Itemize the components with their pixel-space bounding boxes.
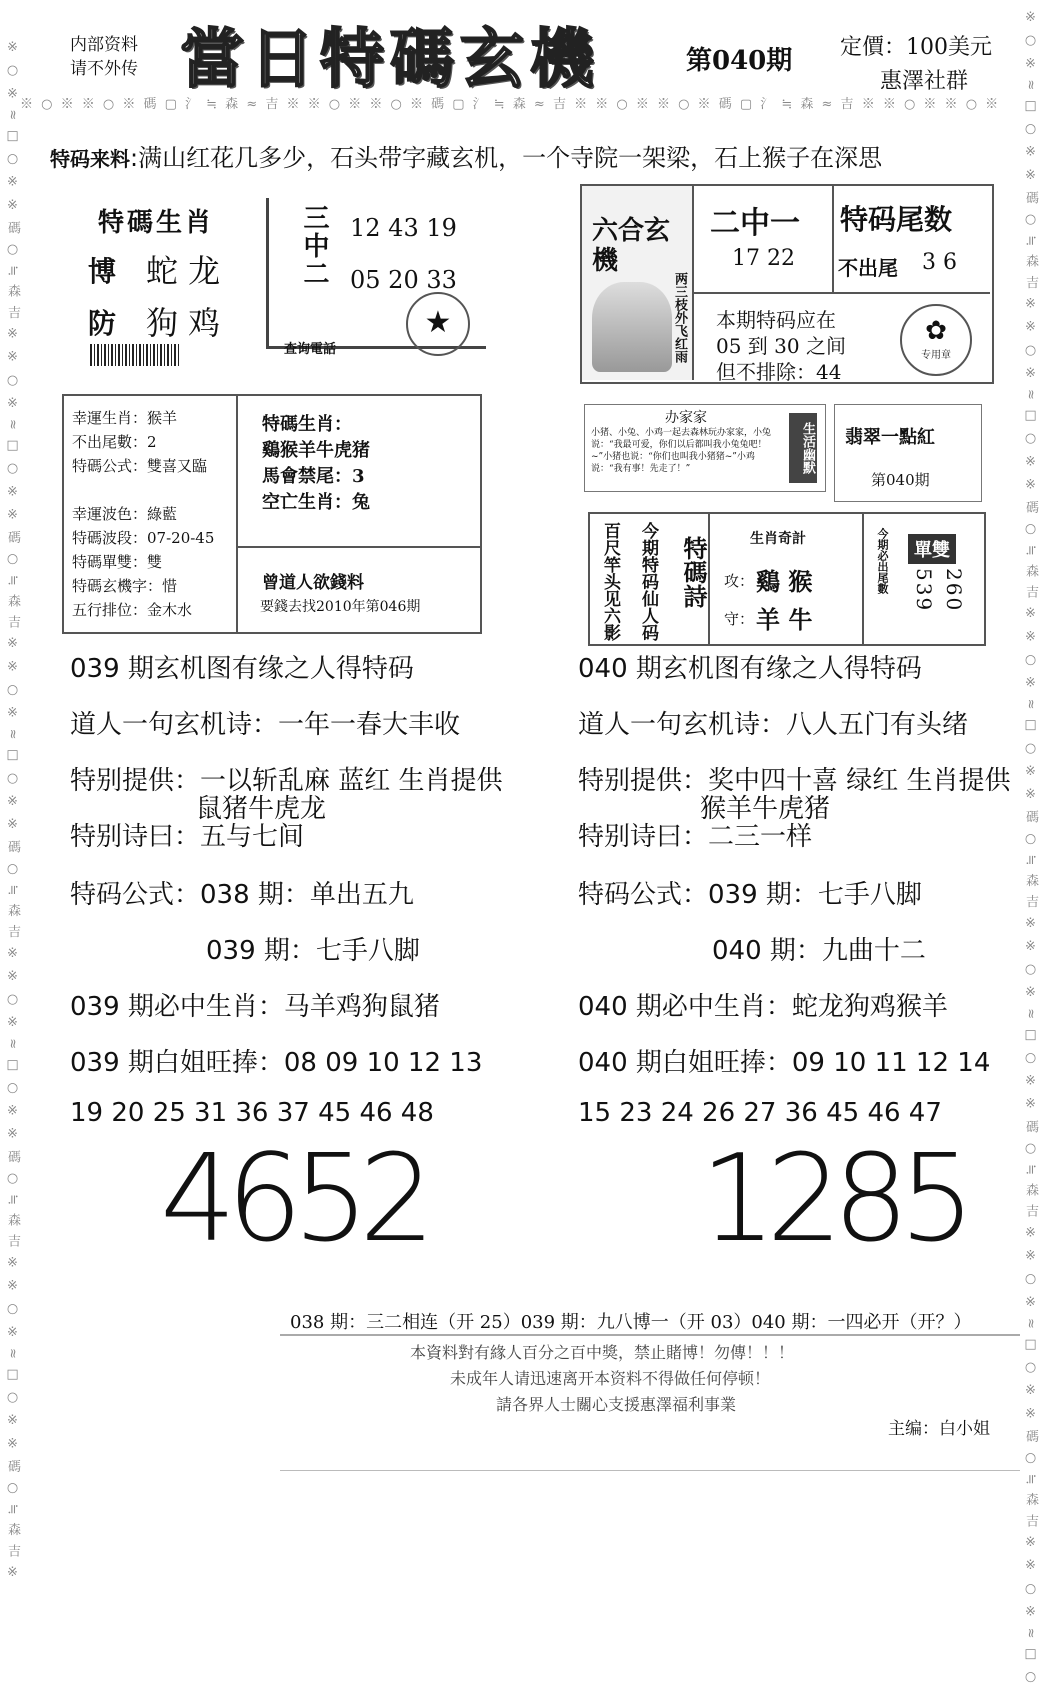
tail-label: 不出尾: [838, 256, 898, 280]
left-line-2: 道人一句玄机诗：一年一春大丰收: [70, 710, 461, 740]
divider-line: [708, 514, 710, 644]
defend-label: 守：: [724, 610, 755, 628]
intro-line: [50, 138, 882, 173]
poem-left: 百尺竿头见六影: [600, 522, 620, 641]
intro-label: 特码来料: [50, 147, 130, 171]
handwritten-numbers-left: 4652: [160, 1130, 426, 1269]
left-line-8: 039 期白姐旺捧：08 09 10 12 13: [70, 1048, 483, 1078]
two-in-one-label: 二中一: [710, 206, 800, 241]
figure-illustration: [592, 282, 672, 372]
divider-line: [832, 186, 834, 292]
special-zodiac-line3: 空亡生肖：兔: [262, 492, 370, 513]
right-line-9: 15 23 24 26 27 36 45 46 47: [578, 1098, 942, 1128]
zodiac-box: [88, 198, 488, 368]
header-note-2: 请不外传: [70, 59, 138, 79]
notice-line-2: 未成年人请迅速离开本资料不得做任何停顿！: [450, 1369, 771, 1388]
liuhe-logo: 六合玄機: [592, 216, 671, 276]
right-line-7: 040 期必中生肖：蛇龙狗鸡猴羊: [578, 992, 948, 1022]
poem-middle: 今期特码仙人码: [638, 522, 658, 641]
single-double-col2: 539: [912, 568, 936, 613]
office-joke-box: [584, 404, 826, 492]
seal-text: 专用章: [921, 350, 951, 361]
left-line-6: 039 期：七手八脚: [206, 936, 420, 966]
attack-label: 攻：: [724, 572, 755, 590]
intro-text: :满山红花几多少，石头带字藏玄机，一个寺院一架梁，石上猴子在深思: [130, 144, 883, 172]
price-label: 定價：100美元: [840, 35, 992, 60]
three-in-two-nums-2: 05 20 33: [350, 266, 457, 294]
special-zodiac-line1: 鷄猴羊牛虎猪: [262, 440, 370, 461]
left-line-7: 039 期必中生肖：马羊鸡狗鼠猪: [70, 992, 440, 1022]
jade-box: [834, 404, 982, 502]
special-zodiac-line2: 馬會禁尾：3: [262, 466, 365, 487]
range-line-3: 但不排除：44: [716, 360, 842, 384]
tail-nums: 3 6: [922, 250, 957, 275]
single-double-col1: 260: [942, 568, 966, 613]
info-line: 幸運波色：綠藍: [72, 505, 178, 523]
left-line-1: 039 期玄机图有缘之人得特码: [70, 654, 414, 684]
liuhe-panel: [580, 184, 994, 384]
special-zodiac-title: 特碼生肖：: [262, 414, 352, 435]
three-in-two-tag: 三中二: [299, 204, 329, 288]
three-in-two-nums-1: 12 43 19: [350, 214, 457, 242]
office-text: 小猪、小兔、小鸡一起去森林玩办家家，小兔说：“我最可爱，你们以后都叫我小兔兔吧！~”小猪也说：“你们也叫我小猪猪~”小鸡说：“我有事！先走了！”: [591, 428, 772, 474]
side-poem: 两三枝外飞红雨: [672, 272, 687, 363]
right-line-3b: 猴羊牛虎猪: [700, 794, 831, 824]
info-box: [62, 394, 482, 634]
notice-line-3: 請各界人士關心支援惠澤福利事業: [496, 1395, 737, 1414]
tail-title: 特码尾数: [840, 203, 953, 236]
zodiac-row2-value: 狗 鸡: [146, 304, 221, 342]
divider-line: [280, 1334, 1020, 1336]
star-stamp: ★: [406, 292, 470, 356]
right-line-8: 040 期白姐旺捧：09 10 11 12 14: [578, 1048, 991, 1078]
top-border-pattern: ※ ○ ※ ※ ○ ※ 碼 ▢ 氵 ≒ 森 ≈ 吉 ※ ※ ○ ※ ※ ○ ※ 碼 ▢ 氵 ≒ 森 ≈ 吉 ※ ※ ○ ※ ※ ○ ※ 碼 ▢ 氵 ≒ 森 ≈ 吉 ※ ※ ○ ※ ※ ○ ※: [20, 97, 1001, 112]
info-line: 特碼玄機字：惜: [72, 577, 178, 595]
info-line: 特碼單雙：雙: [72, 553, 163, 571]
notice-line-1: 本資料對有緣人百分之百中獎，禁止賭博！勿傳！！！: [410, 1343, 795, 1362]
left-line-9: 19 20 25 31 36 37 45 46 48: [70, 1098, 434, 1128]
info-line: 幸運生肖：猴羊: [72, 409, 178, 427]
zodiac-row1-label: 博: [88, 255, 117, 288]
editor-label: 主编：白小姐: [888, 1419, 990, 1439]
divider-line: [238, 546, 480, 548]
tail-side-label: 今期必出尾數: [876, 528, 889, 594]
flower-icon: ✿: [925, 316, 947, 346]
poem-box: [588, 512, 986, 646]
divider-line: [236, 396, 238, 632]
divider-line: [862, 514, 864, 644]
zodiac-row2-label: 防: [88, 307, 117, 340]
divider-line: [280, 1470, 1020, 1471]
footer-phone-label: 查询電話: [284, 342, 337, 357]
two-in-one-nums: 17 22: [732, 246, 795, 271]
zodiac-calc-title: 生肖奇計: [750, 531, 806, 547]
left-line-3b: 鼠猪牛虎龙: [196, 794, 327, 824]
right-line-5: 特码公式：039 期：七手八脚: [578, 880, 922, 910]
left-line-4: 特别诗曰：五与七间: [70, 822, 305, 852]
official-seal: [900, 304, 972, 376]
zodiac-row1-value: 蛇 龙: [146, 252, 221, 290]
daoist-text: 要錢去找2010年第046期: [260, 599, 421, 615]
attack-value: 鷄 猴: [756, 567, 813, 596]
right-line-3: 特别提供：奖中四十喜 绿红 生肖提供: [578, 766, 1011, 796]
divider-line: [266, 198, 269, 348]
group-label: 惠澤社群: [880, 69, 969, 94]
left-line-5: 特码公式：038 期：单出五九: [70, 880, 414, 910]
info-line: 特碼公式：雙喜又臨: [72, 457, 208, 475]
barcode: [90, 344, 180, 366]
right-line-1: 040 期玄机图有缘之人得特码: [578, 654, 922, 684]
humor-label: 生活幽默: [789, 413, 817, 483]
jade-issue: 第040期: [871, 471, 930, 489]
range-line-1: 本期特码应在: [716, 308, 836, 332]
office-title: 办家家: [665, 410, 707, 426]
info-line: 特碼波段：07-20-45: [72, 529, 215, 547]
issue-number: 第040期: [686, 46, 793, 76]
header-note-1: 内部资料: [70, 35, 138, 55]
range-line-2: 05 到 30 之间: [716, 334, 846, 358]
left-line-3: 特别提供：一以斩乱麻 蓝红 生肖提供: [70, 766, 503, 796]
defend-value: 羊 牛: [756, 605, 813, 634]
info-lines: [72, 406, 214, 622]
right-border-pattern: ※ ○ ※ ≈ □ ○ ※ ※ 碼 ○ ≒ 森 吉 ※ ※ ○ ※ ≈ □ ○ ※ ※ 碼 ○ ≒ 森 吉 ※ ※ ○ ※ ≈ □ ○ ※ ※ 碼 ○ ≒ 森 吉 ※ ※ ○ ※ ≈ □ ○ ※ ※ 碼 ○ ≒ 森 吉 ※ ※ ○ ※ ≈ □ ○ ※ ※ 碼 ○ ≒ 森 吉 ※ ※ ○ ※ ≈ □ ○: [1023, 10, 1038, 1687]
left-border-pattern: ※ ○ ※ ≈ □ ○ ※ ※ 碼 ○ ≒ 森 吉 ※ ※ ○ ※ ≈ □ ○ ※ ※ 碼 ○ ≒ 森 吉 ※ ※ ○ ※ ≈ □ ○ ※ ※ 碼 ○ ≒ 森 吉 ※ ※ ○ ※ ≈ □ ○ ※ ※ 碼 ○ ≒ 森 吉 ※ ※ ○ ※ ≈ □ ○ ※ ※ 碼 ○ ≒ 森 吉 ※: [5, 40, 20, 1583]
right-line-2: 道人一句玄机诗：八人五门有头绪: [578, 710, 969, 740]
zodiac-box-title: 特碼生肖: [98, 208, 215, 238]
history-line: 038 期：三二相连（开 25）039 期：九八博一（开 03）040 期：一四必开（开？）: [290, 1312, 972, 1333]
handwritten-numbers-right: 1285: [700, 1130, 966, 1269]
jade-title: 翡翠一點紅: [845, 427, 935, 448]
poem-title: 特碼詩: [679, 536, 708, 608]
divider-line: [694, 292, 990, 294]
daoist-title: 曾道人欲錢料: [262, 573, 364, 593]
right-line-6: 040 期：九曲十二: [712, 936, 926, 966]
right-line-4: 特别诗曰：二三一样: [578, 822, 813, 852]
single-double-title: 單雙: [908, 534, 956, 564]
info-line: 五行排位：金木水: [72, 601, 193, 619]
info-line: 不出尾數：2: [72, 433, 157, 451]
page-title: 當日特碼玄機: [180, 22, 600, 97]
